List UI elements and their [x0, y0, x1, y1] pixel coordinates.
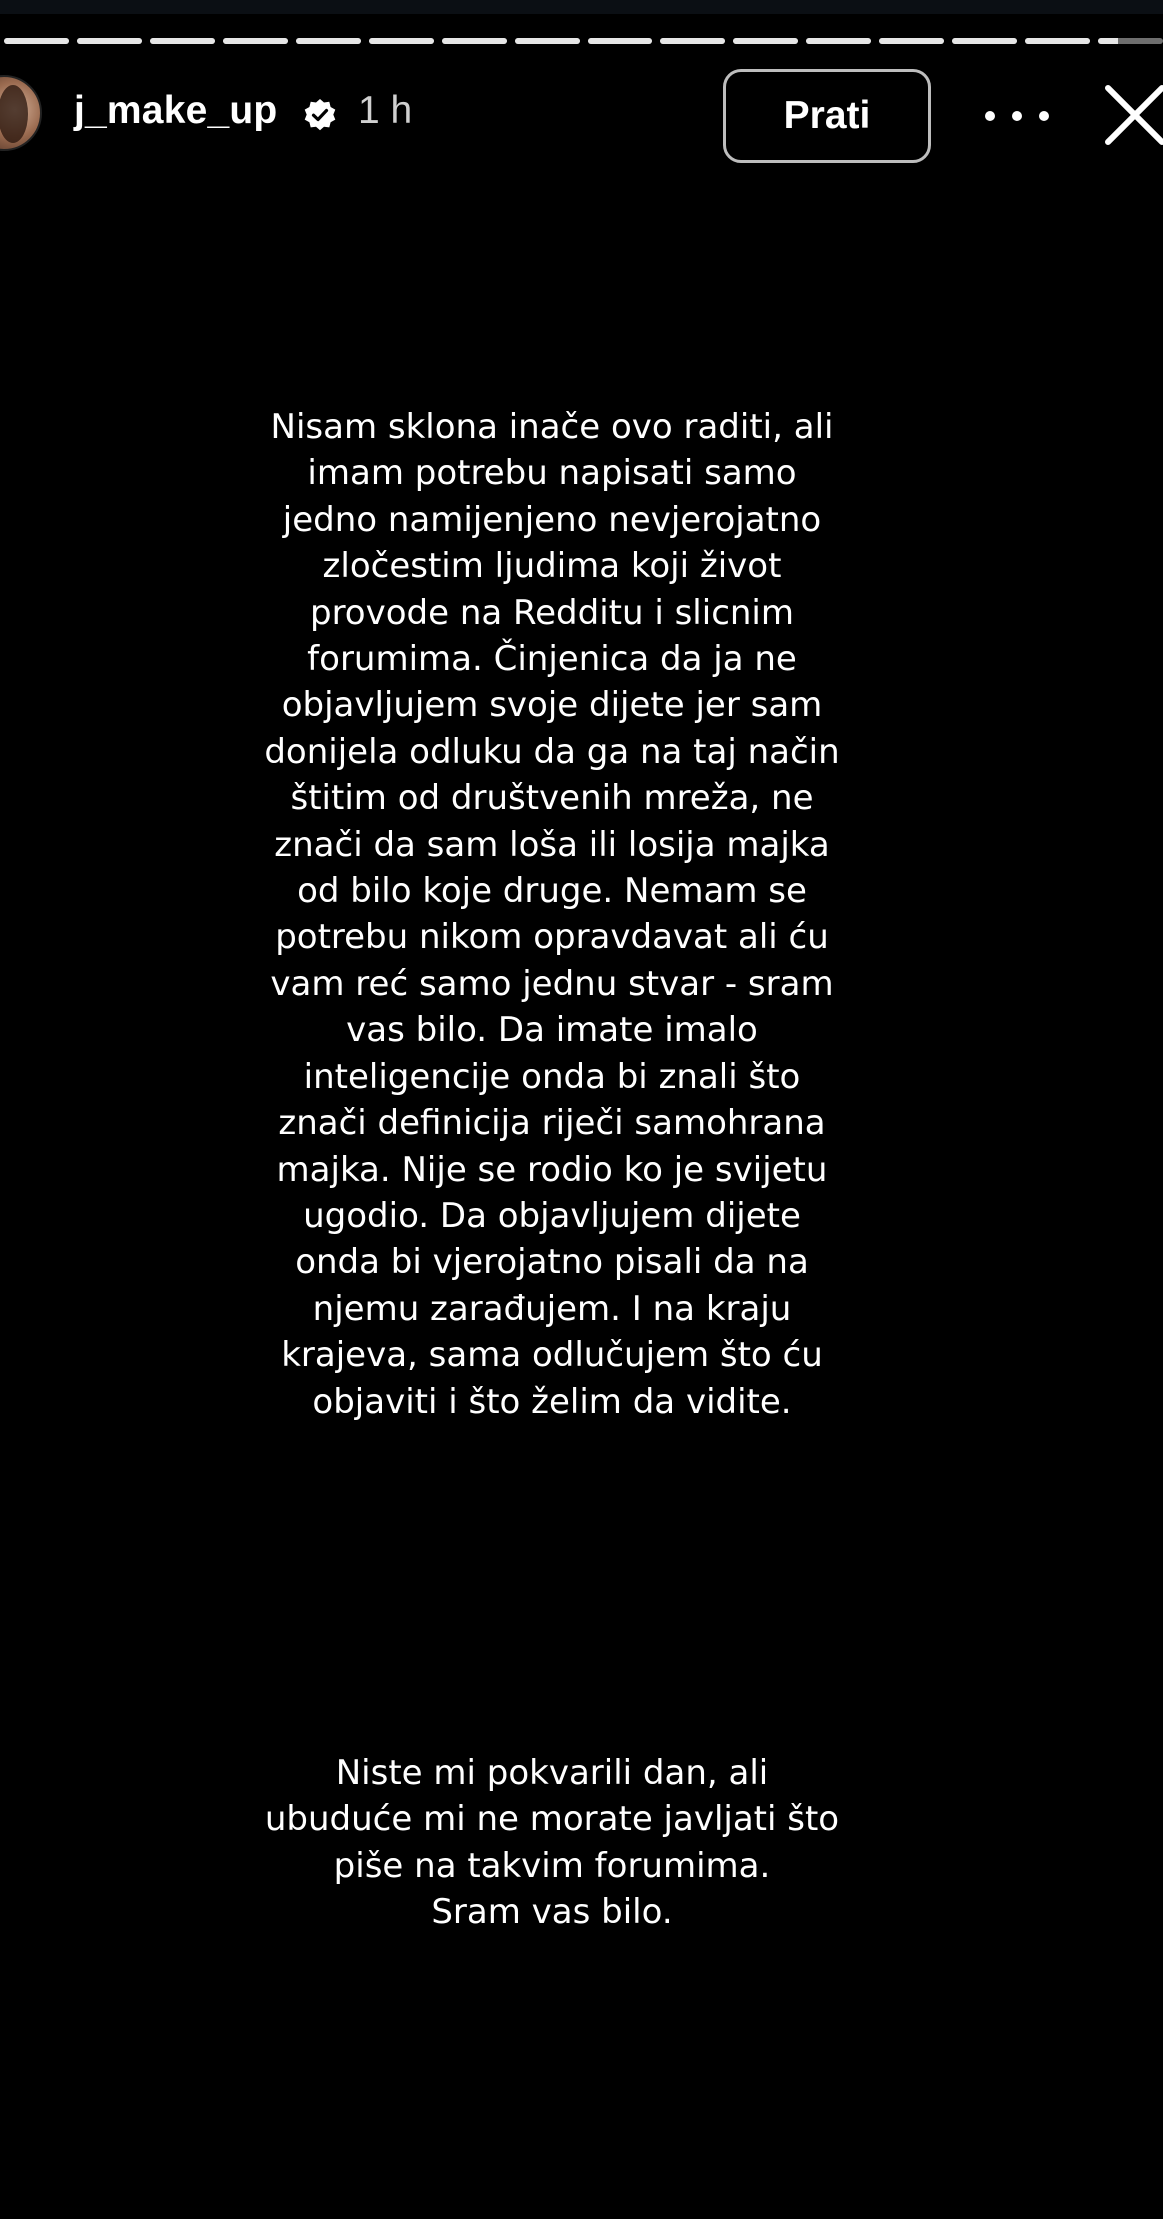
- avatar[interactable]: [0, 75, 42, 151]
- progress-segment: [733, 38, 798, 44]
- verified-badge-icon: [303, 98, 337, 132]
- progress-segment-fill: [733, 38, 798, 44]
- progress-segment-fill: [442, 38, 507, 44]
- progress-segment: [223, 38, 288, 44]
- progress-segment-fill: [4, 38, 69, 44]
- progress-segment-fill: [515, 38, 580, 44]
- progress-segment: [1025, 38, 1090, 44]
- more-dot: [1039, 111, 1049, 121]
- progress-segment-fill: [879, 38, 944, 44]
- progress-segment: [660, 38, 725, 44]
- progress-segment-fill: [1098, 38, 1117, 44]
- more-dot: [985, 111, 995, 121]
- story-closing-line: Sram vas bilo.: [431, 1892, 673, 1933]
- story-paragraph: Niste mi pokvarili dan, ali ubuduće mi ne morate javljati što piše na takvim forumima.: [264, 1753, 840, 1886]
- progress-segment-fill: [806, 38, 871, 44]
- progress-segment-fill: [952, 38, 1017, 44]
- progress-segment: [515, 38, 580, 44]
- progress-segment: [879, 38, 944, 44]
- more-dot: [1012, 111, 1022, 121]
- progress-segment-fill: [77, 38, 142, 44]
- more-horizontal-icon[interactable]: [985, 96, 1049, 136]
- progress-segment: [296, 38, 361, 44]
- progress-segment-fill: [223, 38, 288, 44]
- story-progress-bar: [4, 38, 1163, 44]
- progress-segment: [952, 38, 1017, 44]
- post-time: 1 h: [358, 89, 413, 132]
- close-icon[interactable]: [1104, 84, 1163, 146]
- progress-segment: [588, 38, 653, 44]
- progress-segment: [150, 38, 215, 44]
- progress-segment-fill: [369, 38, 434, 44]
- story-text-main: [260, 404, 844, 1425]
- story-text-secondary: [260, 1750, 844, 1936]
- progress-segment-fill: [588, 38, 653, 44]
- progress-segment: [4, 38, 69, 44]
- status-strip: [0, 0, 1163, 14]
- progress-segment: [442, 38, 507, 44]
- progress-segment: [369, 38, 434, 44]
- progress-segment: [1098, 38, 1163, 44]
- progress-segment-fill: [296, 38, 361, 44]
- story-paragraph: Nisam sklona inače ovo raditi, ali imam potrebu napisati samo jedno namijenjeno nevjerojatno zločestim ljudima koji život provode na Redditu i slicnim forumima. Činjenica da ja ne objavljujem svoje dijete jer sam donijela odluku da ga na taj način štitim od društvenih mreža, ne znači da sam loša ili losija majka od bilo koje druge. Nemam se potrebu nikom opravdavat ali ću vam reć samo jednu stvar - sram vas bilo. Da imate imalo inteligencije onda bi znali što znači definicija riječi samohrana majka. Nije se rodio ko je svijetu ugodio. Da objavljujem dijete onda bi vjerojatno pisali da na njemu zarađujem. I na kraju krajeva, sama odlučujem što ću objaviti i što želim da vidite.: [264, 407, 840, 1422]
- progress-segment-fill: [660, 38, 725, 44]
- progress-segment-fill: [150, 38, 215, 44]
- progress-segment: [77, 38, 142, 44]
- progress-segment: [806, 38, 871, 44]
- progress-segment-fill: [1025, 38, 1090, 44]
- follow-button[interactable]: Prati: [723, 69, 931, 163]
- username[interactable]: j_make_up: [74, 89, 278, 132]
